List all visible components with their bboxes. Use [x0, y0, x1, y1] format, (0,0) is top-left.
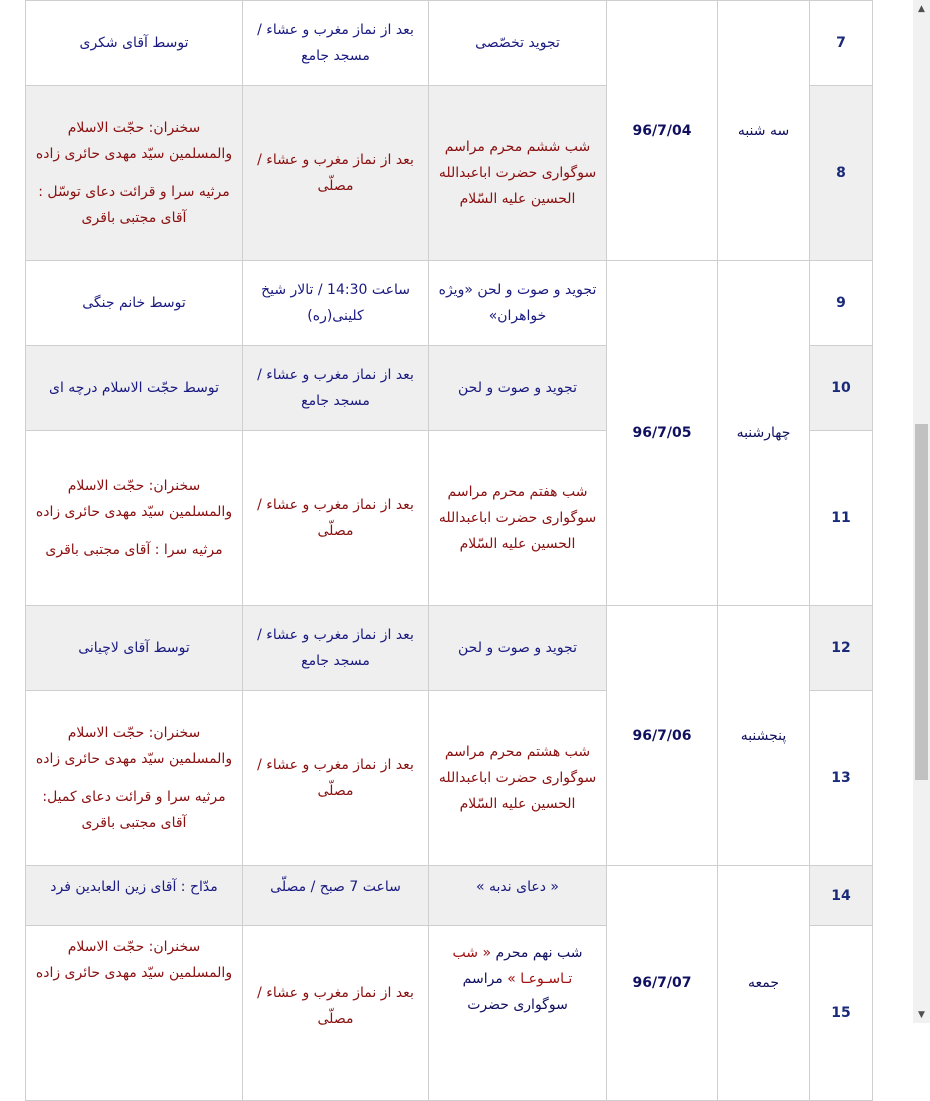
presenter: توسط خانم جنگی [26, 261, 243, 346]
row-number: 7 [810, 1, 873, 86]
speaker: سخنران: حجّت الاسلام والمسلمین سیّد مهدی حائری زاده [35, 478, 233, 520]
program-title: « دعای ندبه » [429, 866, 607, 926]
day-cell: جمعه [718, 866, 810, 1101]
program-title: شب هشتم محرم مراسم سوگواری حضرت اباعبدالله الحسین علیه السّلام [429, 691, 607, 866]
date-cell: 96/7/06 [607, 606, 718, 866]
table-row [26, 606, 873, 691]
table-row [26, 866, 873, 926]
speaker: سخنران: حجّت الاسلام والمسلمین سیّد مهدی حائری زاده [35, 725, 233, 767]
scrollbar-thumb[interactable] [915, 424, 928, 780]
table-row [26, 261, 873, 346]
title-part: مراسم سوگواری حضرت [462, 971, 568, 1013]
date-cell: 96/7/05 [607, 261, 718, 606]
schedule-table [25, 0, 873, 1101]
row-number: 9 [810, 261, 873, 346]
time-place: بعد از نماز مغرب و عشاء / مصلّی [243, 431, 429, 606]
time-place: ساعت 14:30 / تالار شیخ کلینی(ره) [243, 261, 429, 346]
row-number: 10 [810, 346, 873, 431]
presenter [26, 431, 243, 606]
time-place: بعد از نماز مغرب و عشاء / مصلّی [243, 86, 429, 261]
time-place: بعد از نماز مغرب و عشاء / مسجد جامع [243, 1, 429, 86]
time-place: بعد از نماز مغرب و عشاء / مصلّی [243, 926, 429, 1101]
scroll-down-arrow-icon[interactable]: ▼ [918, 1009, 925, 1020]
time-place: بعد از نماز مغرب و عشاء / مسجد جامع [243, 346, 429, 431]
row-number: 8 [810, 86, 873, 261]
scroll-up-arrow-icon[interactable]: ▲ [918, 3, 925, 14]
program-title [429, 926, 607, 1101]
presenter: توسط آقای شکری [26, 1, 243, 86]
eulogist: مرثیه سرا : آقای مجتبی باقری [45, 542, 223, 558]
program-title: تجوید تخصّصی [429, 1, 607, 86]
time-place: بعد از نماز مغرب و عشاء / مسجد جامع [243, 606, 429, 691]
program-title: تجوید و صوت و لحن [429, 606, 607, 691]
row-number: 15 [810, 926, 873, 1101]
title-highlight: « شب تـاسـوعـا » [452, 945, 573, 987]
row-number: 14 [810, 866, 873, 926]
time-place: بعد از نماز مغرب و عشاء / مصلّی [243, 691, 429, 866]
program-title: تجوید و صوت و لحن [429, 346, 607, 431]
presenter [26, 86, 243, 261]
date-cell: 96/7/07 [607, 866, 718, 1101]
program-title: شب ششم محرم مراسم سوگواری حضرت اباعبدالله الحسین علیه السّلام [429, 86, 607, 261]
title-part: شب نهم محرم [495, 945, 583, 961]
table-row [26, 1, 873, 86]
time-place: ساعت 7 صبح / مصلّی [243, 866, 429, 926]
presenter: توسط حجّت الاسلام درچه ای [26, 346, 243, 431]
row-number: 12 [810, 606, 873, 691]
row-number: 13 [810, 691, 873, 866]
program-title: تجوید و صوت و لحن «ویژه خواهران» [429, 261, 607, 346]
eulogist: مرثیه سرا و قرائت دعای کمیل: آقای مجتبی باقری [42, 789, 226, 831]
row-number: 11 [810, 431, 873, 606]
vertical-scrollbar[interactable] [913, 0, 930, 1023]
speaker: سخنران: حجّت الاسلام والمسلمین سیّد مهدی حائری زاده [35, 120, 233, 162]
day-cell: سه شنبه [718, 1, 810, 261]
presenter [26, 691, 243, 866]
day-cell: چهارشنبه [718, 261, 810, 606]
day-cell: پنجشنبه [718, 606, 810, 866]
presenter [26, 926, 243, 1101]
presenter: توسط آقای لاچیانی [26, 606, 243, 691]
program-title: شب هفتم محرم مراسم سوگواری حضرت اباعبدالله الحسین علیه السّلام [429, 431, 607, 606]
speaker: سخنران: حجّت الاسلام والمسلمین سیّد مهدی حائری زاده [35, 939, 233, 981]
eulogist: مرثیه سرا و قرائت دعای توسّل : آقای مجتبی باقری [38, 184, 230, 226]
date-cell: 96/7/04 [607, 1, 718, 261]
presenter: مدّاح : آقای زین العابدین فرد [26, 866, 243, 926]
